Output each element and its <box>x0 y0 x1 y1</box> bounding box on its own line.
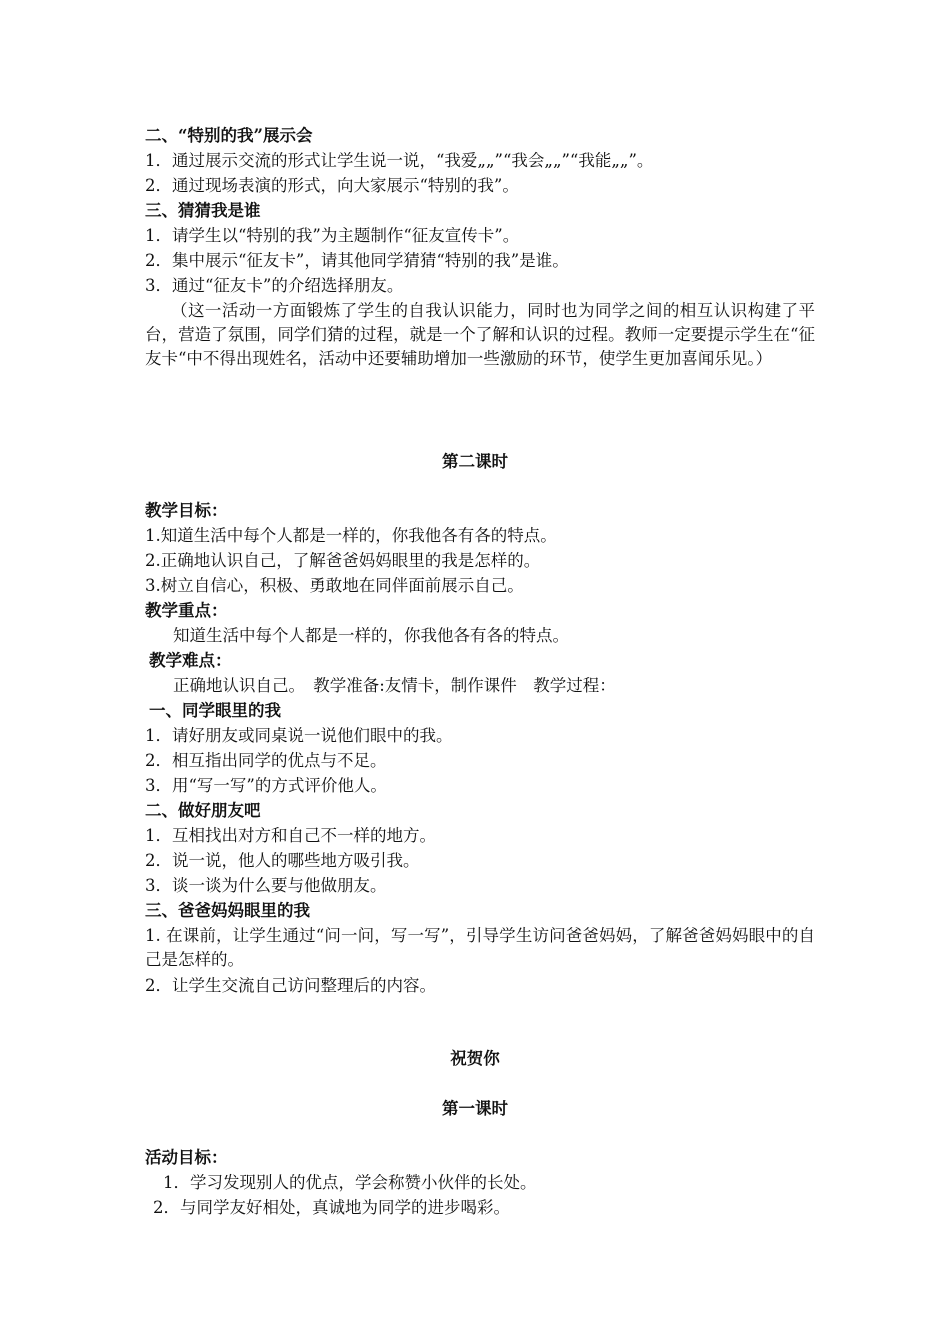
goals-label: 活动目标： <box>145 1148 228 1167</box>
section-heading: 二、“特别的我”展示会 <box>145 126 313 145</box>
list-item: 1．互相找出对方和自己不一样的地方。 <box>145 826 436 845</box>
key-point-label: 教学重点： <box>145 601 228 620</box>
list-item: 1. 在课前，让学生通过“问一问，写一写”，引导学生访问爸爸妈妈，了解爸爸妈妈眼中的自己是怎样的。 <box>145 926 815 969</box>
section-heading: 三、猜猜我是谁 <box>145 201 261 220</box>
goal-item: 1．学习发现别人的优点，学会称赞小伙伴的长处。 <box>163 1173 537 1192</box>
list-item: 3．通过“征友卡”的介绍选择朋友。 <box>145 276 404 295</box>
goal-item: 2.正确地认识自己，了解爸爸妈妈眼里的我是怎样的。 <box>145 551 541 570</box>
goals-label: 教学目标： <box>145 501 228 520</box>
goal-item: 1.知道生活中每个人都是一样的，你我他各有各的特点。 <box>145 526 557 545</box>
list-item: 2．相互指出同学的优点与不足。 <box>145 751 387 770</box>
difficulty-text: 正确地认识自己。 教学准备:友情卡，制作课件 教学过程： <box>173 676 616 695</box>
list-item: 3．用“写一写”的方式评价他人。 <box>145 776 387 795</box>
note-paragraph: （这一活动一方面锻炼了学生的自我认识能力，同时也为同学之间的相互认识构建了平台，营造了氛围，同学们猜的过程，就是一个了解和认识的过程。教师一定要提示学生在“征友卡“中不得出现姓名，活动中还要辅助增加一些激励的环节，使学生更加喜闻乐见。） <box>145 301 815 368</box>
key-point-text: 知道生活中每个人都是一样的，你我他各有各的特点。 <box>173 626 569 645</box>
list-item: 2．通过现场表演的形式，向大家展示“特别的我”。 <box>145 176 519 195</box>
list-item: 2．让学生交流自己访问整理后的内容。 <box>145 976 436 995</box>
lesson-title: 第一课时 <box>442 1099 508 1118</box>
difficulty-label: 教学难点： <box>149 651 232 670</box>
goal-item: 3.树立自信心，积极、勇敢地在同伴面前展示自己。 <box>145 576 524 595</box>
section-heading: 三、爸爸妈妈眼里的我 <box>145 901 310 920</box>
list-item: 2．集中展示“征友卡”，请其他同学猜猜“特别的我”是谁。 <box>145 251 569 270</box>
list-item: 1．通过展示交流的形式让学生说一说，“我爱„„”“我会„„”“我能„„”。 <box>145 151 654 170</box>
list-item: 1．请学生以“特别的我”为主题制作“征友宣传卡”。 <box>145 226 520 245</box>
lesson-title: 第二课时 <box>442 452 508 471</box>
list-item: 3．谈一谈为什么要与他做朋友。 <box>145 876 387 895</box>
section-heading: 二、做好朋友吧 <box>145 801 261 820</box>
goal-item: 2．与同学友好相处，真诚地为同学的进步喝彩。 <box>153 1198 510 1217</box>
list-item: 2．说一说，他人的哪些地方吸引我。 <box>145 851 420 870</box>
section-heading: 一、同学眼里的我 <box>149 701 281 720</box>
list-item: 1．请好朋友或同桌说一说他们眼中的我。 <box>145 726 453 745</box>
unit-title: 祝贺你 <box>450 1049 500 1068</box>
